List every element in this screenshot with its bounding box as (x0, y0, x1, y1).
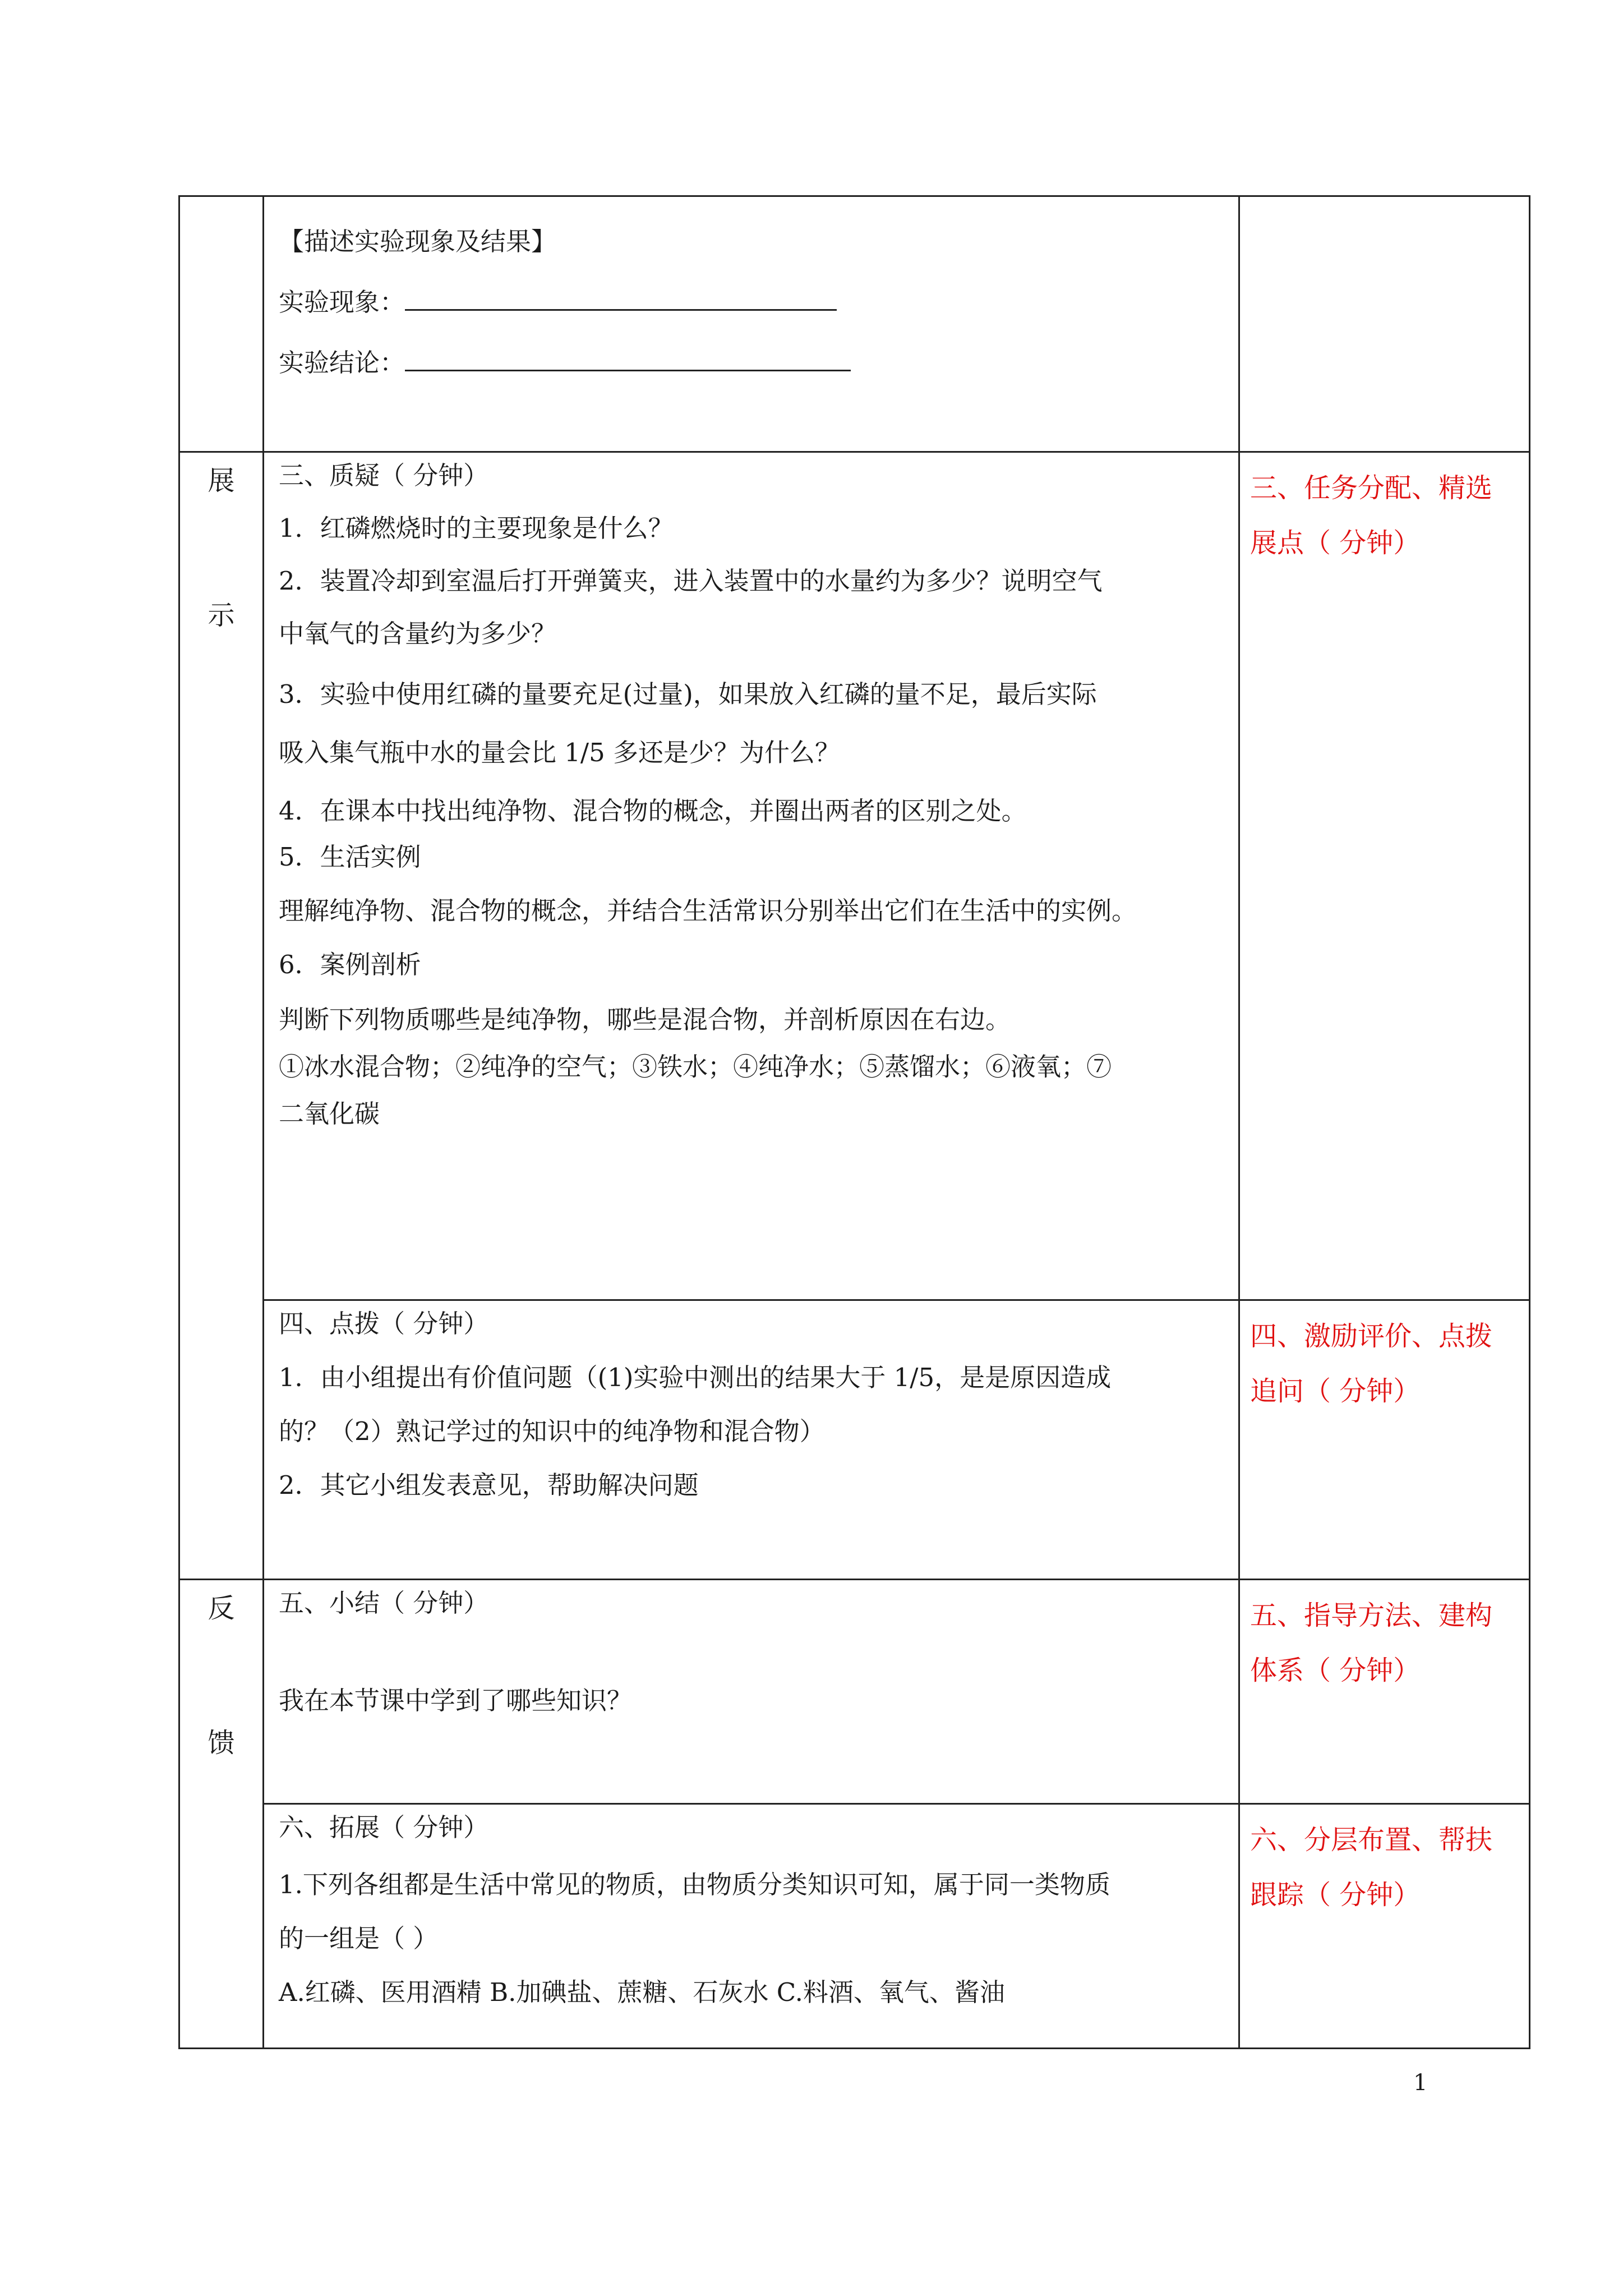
side-label-shi: 示 (208, 600, 235, 631)
question-6c: ①冰水混合物；②纯净的空气；③铁水；④纯净水；⑤蒸馏水；⑥液氧；⑦ (279, 1052, 1112, 1082)
note-6a: 六、分层布置、帮扶 (1250, 1824, 1493, 1856)
row-experiment (179, 196, 1530, 452)
experiment-cell (264, 196, 1239, 452)
question-6d: 二氧化碳 (279, 1099, 380, 1129)
guidance-line-1: 1．由小组提出有价值问题（(1)实验中测出的结果大于 1/5，是是原因造成 (279, 1363, 1112, 1392)
question-2b: 中氧气的含量约为多少？ (279, 619, 557, 648)
side-label-kui: 馈 (208, 1727, 235, 1759)
summary-note-cell (1239, 1580, 1530, 1804)
phenomenon-blank (405, 283, 837, 311)
summary-line-1: 我在本节课中学到了哪些知识？ (279, 1686, 633, 1715)
note-6b: 跟踪（ 分钟） (1250, 1879, 1421, 1911)
page-number: 1 (1413, 2070, 1428, 2096)
side-cell-zhanshi (179, 452, 264, 1580)
note-cell-empty (1239, 196, 1530, 452)
note-3b: 展点（ 分钟） (1250, 527, 1421, 559)
side-cell-fankui (179, 1580, 264, 2049)
side-label-zhan: 展 (208, 465, 235, 496)
phenomenon-label: 实验现象： (279, 287, 405, 317)
phenomenon-line (279, 272, 1224, 333)
guidance-cell (264, 1300, 1239, 1580)
summary-cell (264, 1580, 1239, 1804)
extension-cell (264, 1804, 1239, 2049)
question-6b: 判断下列物质哪些是纯净物，哪些是混合物，并剖析原因在右边。 (279, 1005, 1011, 1034)
question-5: 5．生活实例 (279, 842, 421, 872)
extension-note-cell (1239, 1804, 1530, 2049)
extension-line-2: 的一组是（ ） (279, 1924, 439, 1953)
note-5b: 体系（ 分钟） (1250, 1655, 1421, 1686)
section4-title: 四、点拨（ 分钟） (279, 1309, 489, 1338)
note-3a: 三、任务分配、精选 (1250, 472, 1493, 504)
row-questioning (179, 452, 1530, 1300)
question-5b: 理解纯净物、混合物的概念，并结合生活常识分别举出它们在生活中的实例。 (279, 896, 1137, 926)
note-4a: 四、激励评价、点拨 (1250, 1320, 1493, 1352)
extension-line-1: 1.下列各组都是生活中常见的物质，由物质分类知识可知，属于同一类物质 (279, 1870, 1110, 1899)
row-guidance (179, 1300, 1530, 1580)
questioning-note-cell (1239, 452, 1530, 1300)
guidance-line-3: 2．其它小组发表意见，帮助解决问题 (279, 1470, 699, 1500)
note-4b: 追问（ 分钟） (1250, 1375, 1421, 1407)
section5-title: 五、小结（ 分钟） (279, 1588, 489, 1618)
question-3a: 3．实验中使用红磷的量要充足(过量)，如果放入红磷的量不足，最后实际 (279, 679, 1097, 709)
question-1: 1．红磷燃烧时的主要现象是什么？ (279, 513, 674, 543)
row-summary (179, 1580, 1530, 1804)
guidance-note-cell (1239, 1300, 1530, 1580)
question-3b: 吸入集气瓶中水的量会比 1/5 多还是少？为什么？ (279, 738, 841, 767)
side-label-fan: 反 (208, 1593, 235, 1624)
question-2a: 2．装置冷却到室温后打开弹簧夹，进入装置中的水量约为多少？说明空气 (279, 566, 1103, 596)
section6-title: 六、拓展（ 分钟） (279, 1812, 489, 1842)
section3-title: 三、质疑（ 分钟） (279, 461, 489, 490)
questioning-cell (264, 452, 1239, 1300)
conclusion-line (279, 333, 1224, 393)
conclusion-label: 实验结论： (279, 348, 405, 378)
question-4: 4．在课本中找出纯净物、混合物的概念，并圈出两者的区别之处。 (279, 796, 1027, 826)
side-cell-empty (179, 196, 264, 452)
guidance-line-2: 的？（2）熟记学过的知识中的纯净物和混合物） (279, 1416, 825, 1446)
conclusion-blank (405, 344, 851, 371)
extension-line-3: A.红磷、医用酒精 B.加碘盐、蔗糖、石灰水 C.料酒、氧气、酱油 (279, 1977, 1005, 2007)
experiment-heading: 【描述实验现象及结果】 (279, 227, 557, 256)
row-extension (179, 1804, 1530, 2049)
note-5a: 五、指导方法、建构 (1250, 1600, 1493, 1631)
lesson-plan-table (178, 195, 1530, 2049)
question-6: 6．案例剖析 (279, 950, 421, 979)
